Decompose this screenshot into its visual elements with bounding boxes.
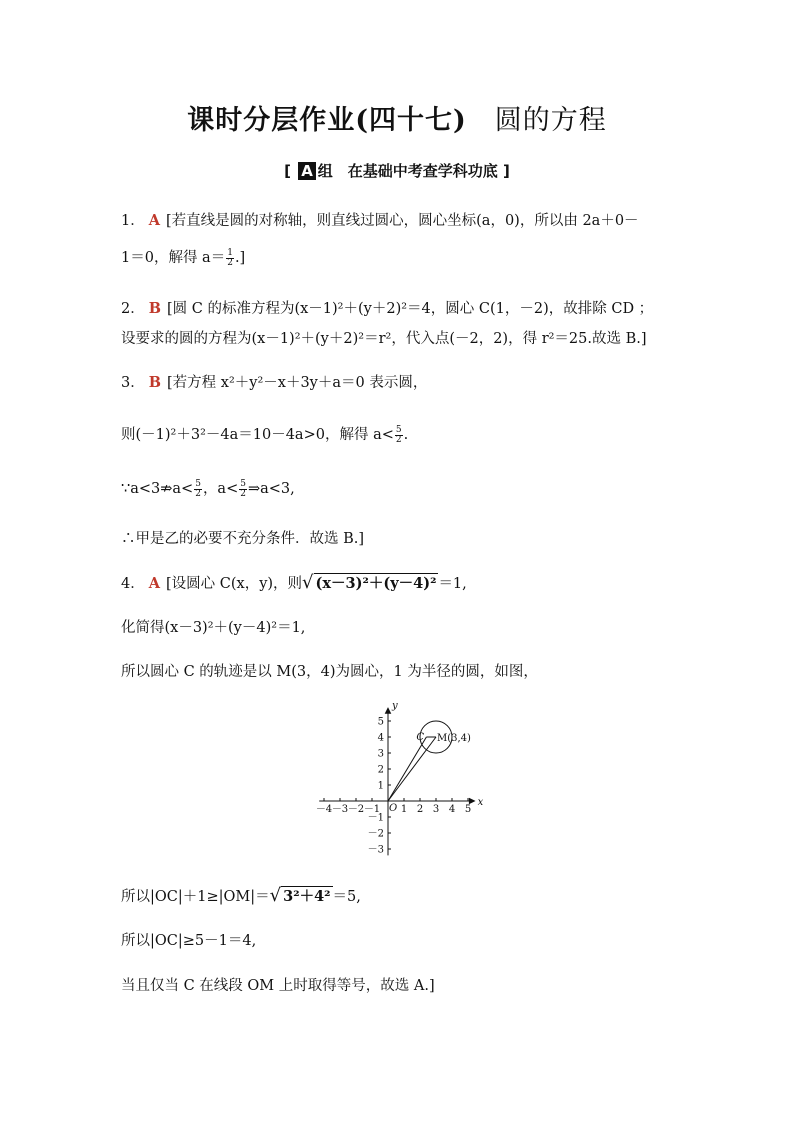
q3-fraction-1: $\frac{5}{2}$ bbox=[395, 424, 402, 445]
q2-text-1: [圆 C 的标准方程为(x－1)²＋(y＋2)²＝4，圆心 C(1，－2)，故排除 CD ； bbox=[167, 301, 654, 317]
q3-fraction-2: $\frac{5}{2}$ bbox=[195, 478, 201, 499]
group-text: 组 在基础中考查学科功底 bbox=[317, 162, 498, 180]
q4-text-5: 所以|OC|≥5－1＝4, bbox=[121, 933, 257, 949]
q4-text-4a: 所以|OC|＋1≥|OM|＝ bbox=[121, 889, 270, 905]
q3-number: 3． bbox=[121, 375, 145, 391]
y-axis-label: y bbox=[392, 700, 398, 712]
q3-fraction-3: $\frac{5}{2}$ bbox=[240, 478, 246, 499]
q4-text-2: 化简得(x－3)²＋(y－4)²＝1, bbox=[121, 620, 306, 636]
segment-om bbox=[388, 737, 436, 801]
y-tick-label: －3 bbox=[367, 844, 384, 856]
group-heading bbox=[0, 160, 794, 181]
q3-text-3b: ，a< bbox=[202, 481, 239, 497]
q3-answer: B bbox=[148, 374, 161, 391]
title-main: 课时分层作业(四十七) bbox=[187, 105, 467, 136]
y-axis-arrow-icon bbox=[386, 708, 391, 713]
q4-number: 4． bbox=[121, 576, 145, 592]
sqrt-sign-icon: √ bbox=[269, 885, 282, 906]
group-bracket-open: [ bbox=[284, 162, 291, 180]
q4-line-4 bbox=[121, 886, 361, 907]
x-tick-label: －1 bbox=[363, 804, 381, 815]
q3-line-4 bbox=[121, 529, 364, 549]
q4-line-3 bbox=[121, 662, 538, 682]
point-c-label: C bbox=[416, 732, 425, 743]
title-sub: 圆的方程 bbox=[494, 105, 607, 136]
x-tick-label: 4 bbox=[448, 804, 456, 815]
q1-text-2b: .] bbox=[234, 250, 246, 266]
q4-text-1b: ＝1, bbox=[438, 576, 467, 592]
q4-line-5 bbox=[121, 931, 256, 951]
y-tick-label: －1 bbox=[367, 812, 384, 824]
q2-answer: B bbox=[148, 300, 161, 317]
q2-line-2 bbox=[121, 329, 647, 349]
q4-radicand-2: 3²＋4² bbox=[283, 888, 331, 905]
q1-fraction: $\frac{1}{2}$ bbox=[227, 247, 233, 268]
x-tick-label: 1 bbox=[400, 804, 408, 815]
q3-line-1 bbox=[121, 373, 427, 393]
origin-label: O bbox=[389, 803, 398, 814]
q1-line-2 bbox=[121, 248, 245, 268]
circle-figure bbox=[310, 700, 485, 865]
q3-text-1: [若方程 x²＋y²－x＋3y＋a＝0 表示圆， bbox=[167, 375, 428, 391]
segment-oc bbox=[388, 737, 426, 801]
q2-line-1 bbox=[121, 299, 653, 319]
y-tick-label: －2 bbox=[367, 828, 384, 840]
q1-text-2a: 1＝0，解得 a＝ bbox=[121, 250, 226, 266]
q1-answer: A bbox=[148, 212, 160, 229]
q3-text-4: ∴甲是乙的必要不充分条件．故选 B.] bbox=[121, 531, 365, 547]
q3-text-3c: ⇒a<3, bbox=[247, 481, 295, 497]
q4-line-2 bbox=[121, 618, 305, 638]
q1-line-1 bbox=[121, 211, 639, 231]
q4-radicand-1: (x－3)²＋(y－4)² bbox=[315, 575, 437, 592]
x-tick-label: 2 bbox=[416, 804, 424, 815]
x-tick-label: 5 bbox=[464, 804, 472, 815]
x-tick-label: －3 bbox=[331, 804, 349, 815]
y-tick-label: 5 bbox=[377, 716, 384, 728]
y-tick-label: 2 bbox=[377, 764, 384, 776]
x-tick-label: 3 bbox=[432, 804, 440, 815]
q4-text-1a: [设圆心 C(x，y)，则 bbox=[166, 576, 303, 592]
group-bracket-close: ] bbox=[503, 162, 510, 180]
q2-text-2: 设要求的圆的方程为(x－1)²＋(y＋2)²＝r²，代入点(－2，2)，得 r²＝25.故选 B.] bbox=[121, 331, 647, 347]
y-tick-label: 4 bbox=[377, 732, 384, 744]
x-axis-arrow-icon bbox=[469, 799, 474, 804]
q3-text-2b: . bbox=[403, 427, 409, 443]
q3-line-3 bbox=[121, 479, 295, 499]
q4-text-3: 所以圆心 C 的轨迹是以 M(3，4)为圆心，1 为半径的圆，如图， bbox=[121, 664, 538, 680]
y-tick-label: 3 bbox=[377, 748, 384, 760]
q4-line-6 bbox=[121, 976, 435, 996]
q4-text-4b: ＝5, bbox=[332, 889, 361, 905]
q4-line-1 bbox=[121, 573, 467, 594]
x-axis-label: x bbox=[477, 797, 484, 808]
q3-text-2a: 则(－1)²＋3²－4a＝10－4a>0，解得 a< bbox=[121, 427, 394, 443]
q2-number: 2． bbox=[121, 301, 145, 317]
q1-text-1: [若直线是圆的对称轴，则直线过圆心，圆心坐标(a，0)，所以由 2a＋0－ bbox=[166, 213, 639, 229]
x-tick-label: －4 bbox=[315, 804, 333, 815]
x-tick-label: －2 bbox=[347, 804, 365, 815]
q3-line-2 bbox=[121, 425, 408, 445]
q1-number: 1． bbox=[121, 213, 145, 229]
sqrt-sign-icon: √ bbox=[302, 572, 314, 593]
q4-answer: A bbox=[148, 575, 160, 592]
q3-text-3a: ∵a<3⇏a< bbox=[121, 481, 194, 497]
y-tick-label: 1 bbox=[377, 780, 384, 792]
page-title bbox=[0, 98, 794, 137]
point-m-label: M(3,4) bbox=[437, 733, 471, 744]
q4-text-6: 当且仅当 C 在线段 OM 上时取得等号，故选 A.] bbox=[121, 978, 435, 994]
group-badge: A bbox=[298, 162, 316, 180]
